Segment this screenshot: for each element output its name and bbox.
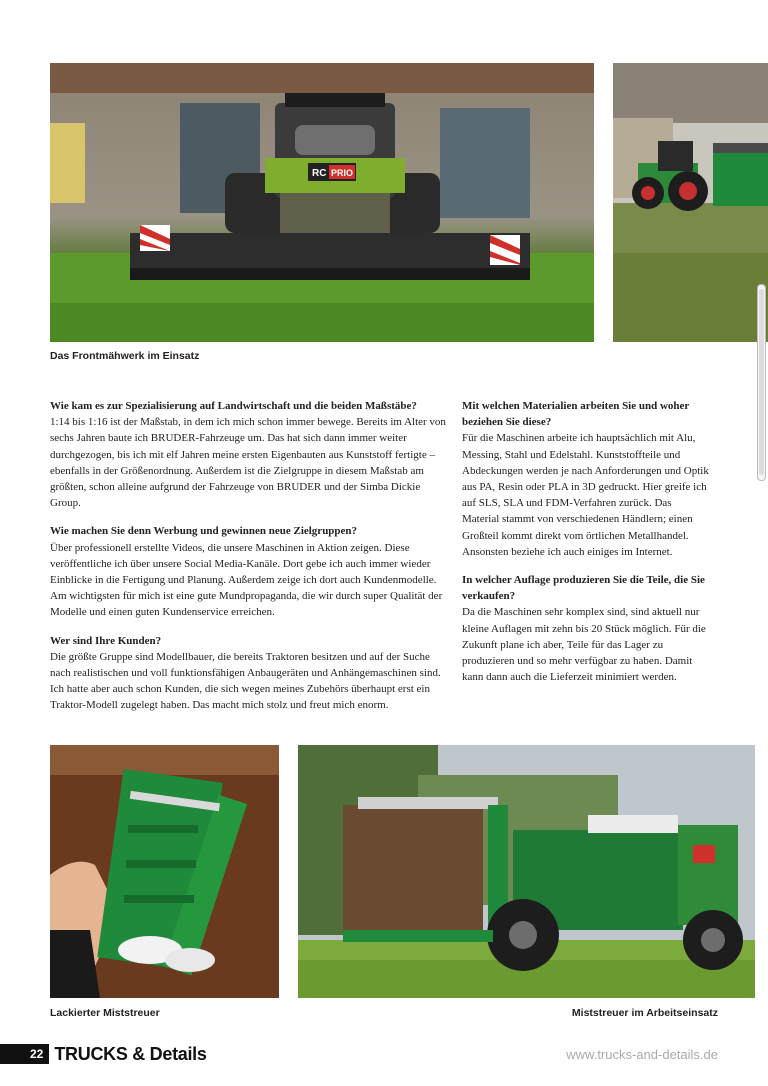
qa-item (50, 633, 448, 714)
question: Mit welchen Materialien arbeiten Sie und woher beziehen Sie diese? (462, 400, 690, 429)
painted-spreader-illustration (50, 745, 279, 998)
qa-item (462, 572, 710, 685)
left-column (50, 398, 448, 726)
question: In welcher Auflage produzieren Sie die Teile, die Sie verkaufen? (462, 574, 705, 603)
tractor-trailer-photo (613, 63, 768, 342)
rc-prio-label: PRIO (331, 168, 354, 178)
spreader-in-use-photo (298, 745, 755, 998)
answer: Da die Maschinen sehr komplex sind, sind aktuell nur kleine Auflagen mit zehn bis 20 Stück möglich. Für die Zukunft plane ich aber, Teile für das Lager zu produzieren und so mehr verfügbar zu haben. Damit kann dann auch die Lieferzeit minimiert werden. (462, 606, 706, 684)
scrollbar-thumb[interactable] (759, 289, 764, 475)
qa-item (462, 398, 710, 560)
website-link[interactable]: www.trucks-and-details.de (566, 1047, 718, 1062)
qa-item (50, 523, 448, 620)
caption-painted-spreader: Lackierter Miststreuer (50, 1007, 160, 1019)
caption-spreader-in-use: Miststreuer im Arbeitseinsatz (571, 1007, 718, 1019)
svg-text:RC: RC (312, 168, 327, 179)
magazine-title: TRUCKS & Details (54, 1043, 207, 1064)
caption-front-mower: Das Frontmähwerk im Einsatz (50, 350, 200, 362)
qa-item (50, 398, 448, 511)
painted-spreader-photo (50, 745, 279, 998)
question: Wer sind Ihre Kunden? (50, 634, 162, 647)
footer-brand (0, 1043, 207, 1065)
page-number: 22 (0, 1044, 49, 1064)
question: Wie machen Sie denn Werbung und gewinnen neue Zielgruppen? (50, 525, 358, 538)
scrollbar[interactable] (757, 284, 766, 481)
answer: Über professionell erstellte Videos, die unsere Maschinen in Aktion zeigen. Diese veröffentliche ich über unsere Social Media-Kanäle. Dort gebe ich auch immer wieder Einblicke in die Fertigung und Planung. Außerdem zeige ich dort auch Kundenmodelle. Am wichtigsten für mich ist eine gute Mundpropaganda, die wir durch super Qualität der Modelle und einen guten Kundenservice erreichen. (50, 541, 443, 619)
answer: 1:14 bis 1:16 ist der Maßstab, in dem ich mich schon immer bewege. Bereits im Alter von sechs Jahren baute ich BRUDER-Fahrzeuge um. Das hat sich dann immer weiter durchgezogen, bis ich mit elf Jahren meine ersten Eigenbauten aus Kunststoff fertigte – ebenfalls in der Größenordnung. Außerdem ist die Zielgruppe in diesem Maßstab am größten, schon alleine aufgrund der Fahrzeuge von BRUDER und der Simba Dickie Group. (50, 416, 446, 510)
answer: Die größte Gruppe sind Modellbauer, die bereits Traktoren besitzen und auf der Suche nach realistischen und voll funktionsfähigen Anbaugeräten und Anhängemaschinen sind. Ich hatte aber auch schon Kunden, die sich wegen meines Zubehörs überhaupt erst ein Traktor-Modell zugelegt haben. Das macht mich stolz und freut mich enorm. (50, 650, 441, 712)
question: Wie kam es zur Spezialisierung auf Landwirtschaft und die beiden Maßstäbe? (50, 400, 417, 412)
front-mower-photo (50, 63, 594, 342)
right-column (462, 398, 710, 697)
front-mower-illustration (50, 63, 594, 342)
answer: Für die Maschinen arbeite ich hauptsächlich mit Alu, Messing, Stahl und Edelstahl. Kunststoffteile und Abdeckungen werden je nach Anforderungen und Optik aus PA, Resin oder PLA in 3D gedruckt. Hier greife ich auf SLS, SLA und FDM-Verfahren zurück. Das Material stammt von verschiedenen Händlern; einen Großteil kommt direkt vom örtlichen Metallhandel. Ansonsten beziehe ich auch einiges im Internet. (462, 432, 709, 558)
spreader-in-use-illustration (298, 745, 755, 998)
tractor-trailer-illustration (613, 63, 768, 342)
